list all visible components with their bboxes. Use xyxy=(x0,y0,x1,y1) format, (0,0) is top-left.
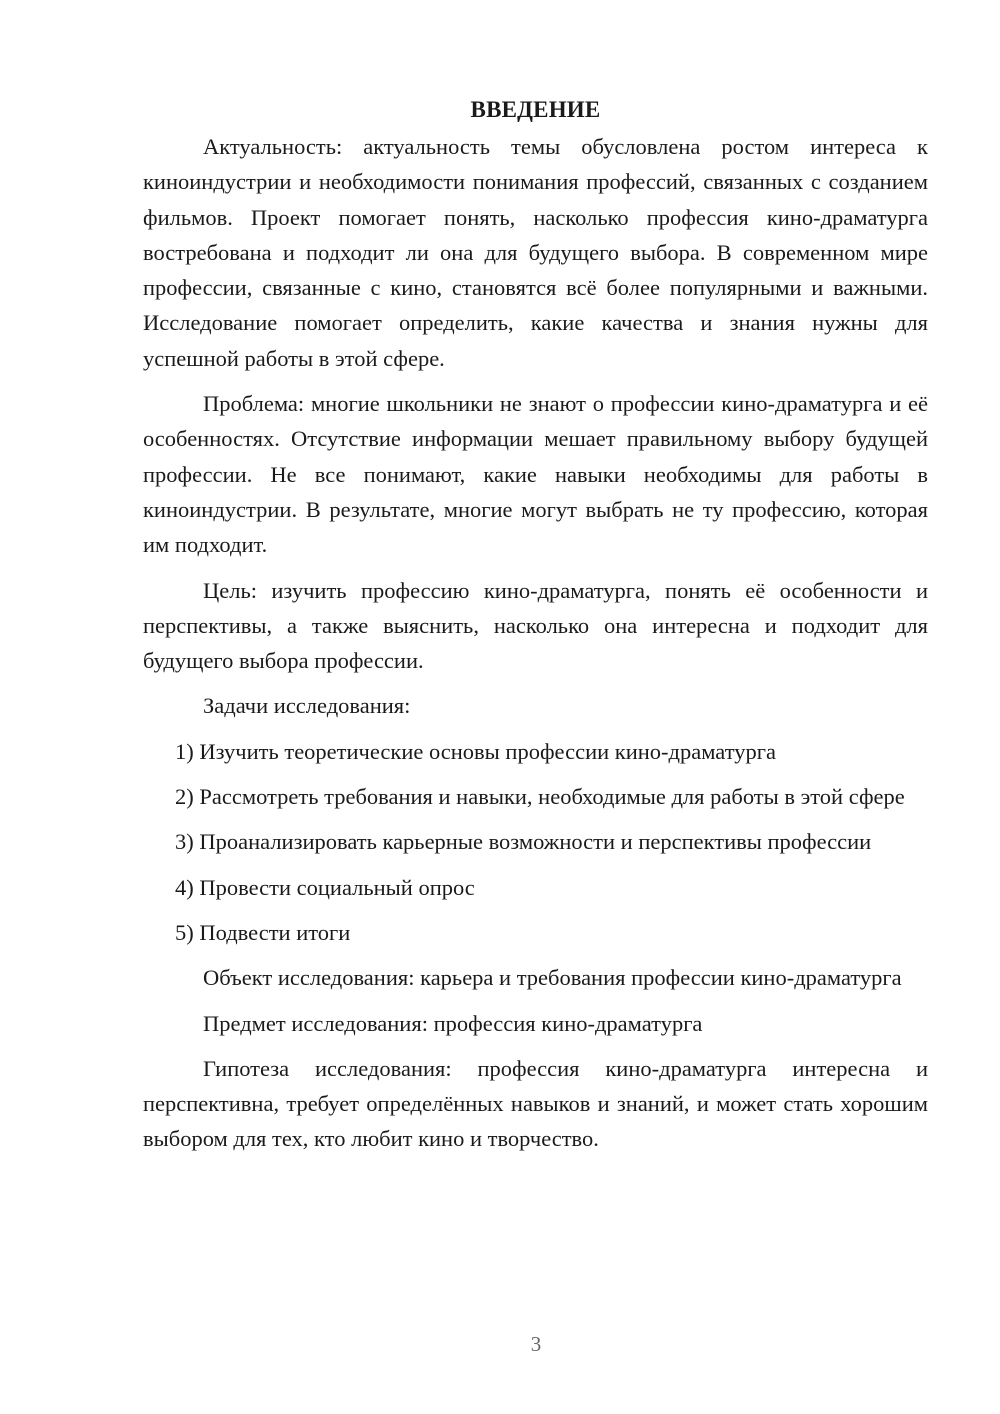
section-heading: ВВЕДЕНИЕ xyxy=(470,97,601,122)
task-item-5: 5) Подвести итоги xyxy=(175,919,351,945)
paragraph-goal: Цель: изучить профессию кино-драматурга, понять её особенности и перспективы, а также выяснить, насколько она интересна и подходит для будущего выбора профессии. xyxy=(143,577,928,674)
paragraph-subject: Предмет исследования: профессия кино-драматурга xyxy=(203,1010,703,1036)
paragraph-problem: Проблема: многие школьники не знают о профессии кино-драматурга и её особенностях. Отсутствие информации мешает правильному выбору будущей профессии. Не все понимают, какие навыки необходимы для работы в киноиндустрии. В результате, многие могут выбрать не ту профессию, которая им подходит. xyxy=(143,391,928,558)
tasks-title: Задачи исследования: xyxy=(203,693,411,719)
paragraph-object: Объект исследования: карьера и требования профессии кино-драматурга xyxy=(203,965,902,991)
task-item-3: 3) Проанализировать карьерные возможности и перспективы профессии xyxy=(175,829,872,855)
document-page xyxy=(143,92,928,1167)
task-item-1: 1) Изучить теоретические основы профессии кино-драматурга xyxy=(175,738,776,764)
page-number: 3 xyxy=(530,1332,542,1356)
paragraph-hypothesis: Гипотеза исследования: профессия кино-драматурга интересна и перспективна, требует определённых навыков и знаний, и может стать хорошим выбором для тех, кто любит кино и творчество. xyxy=(143,1055,928,1152)
paragraph-relevance: Актуальность: актуальность темы обусловлена ростом интереса к киноиндустрии и необходимости понимания профессий, связанных с созданием фильмов. Проект помогает понять, насколько профессия кино-драматурга востребована и подходит ли она для будущего выбора. В современном мире профессии, связанные с кино, становятся всё более популярными и важными. Исследование помогает определить, какие качества и знания нужны для успешной работы в этой сфере. xyxy=(143,134,928,371)
task-item-4: 4) Провести социальный опрос xyxy=(175,874,475,900)
task-item-2: 2) Рассмотреть требования и навыки, необходимые для работы в этой сфере xyxy=(175,784,905,810)
